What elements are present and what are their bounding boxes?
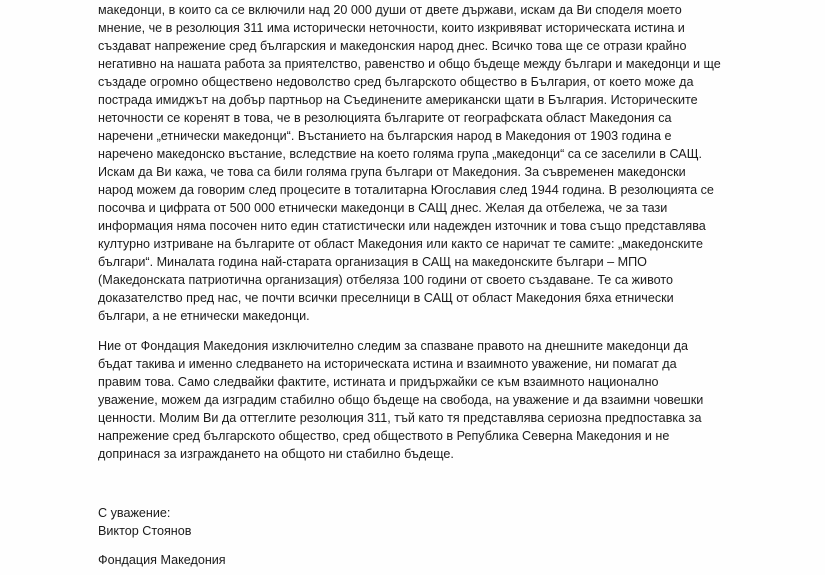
paragraph1-line-13: информация няма посочен нито един статистически или надежден източник и това също представлява bbox=[98, 219, 706, 233]
paragraph2-line-4: уважение, можем да изградим стабилно общо бъдеще на свобода, на уважение и да взаимни човешки bbox=[98, 393, 704, 407]
paragraph1-line-16: (Македонската патриотична организация) отбеляза 100 години от своето създаване. Те са живото bbox=[98, 273, 673, 287]
paragraph1-line-9: наречено македонско въстание, вследствие на което голяма група „македонци“ са се заселили в САЩ. bbox=[98, 147, 702, 161]
signatory-name: Виктор Стоянов bbox=[98, 524, 192, 538]
paragraph2-line-1: Ние от Фондация Македония изключително следим за спазване правото на днешните македонци да bbox=[98, 339, 688, 353]
paragraph1-line-15: българи“. Миналата година най-старата организация в САЩ на македонските българи – МПО bbox=[98, 255, 647, 269]
paragraph2-line-3: правим това. Само следвайки фактите, истината и придържайки се към взаимното национално bbox=[98, 375, 659, 389]
paragraph2-line-6: напрежение сред българското общество, сред обществото в Република Северна Македония и не bbox=[98, 429, 670, 443]
paragraph1-line-10: Искам да Ви кажа, че това са били голяма група българи от Македония. За съвременен македонски bbox=[98, 165, 686, 179]
paragraph1-line-3: създават напрежение сред българския и македонския народ днес. Всичко това ще се отрази крайно bbox=[98, 39, 687, 53]
paragraph2-line-2: бъдат такива и именно следването на историческата истина и взаимното уважение, ни помагат да bbox=[98, 357, 677, 371]
paragraph2-line-5: ценности. Молим Ви да оттеглите резолюция 311, тъй като тя представлява сериозна предпоставка за bbox=[98, 411, 702, 425]
paragraph1-line-2: мнение, че в резолюция 311 има исторически неточности, които изкривяват историческата истина и bbox=[98, 21, 685, 35]
closing-salutation: С уважение: bbox=[98, 506, 171, 520]
paragraph1-line-14: културно изтриване на българите от област Македония или както се наричат те самите: „македонските bbox=[98, 237, 703, 251]
organization-name: Фондация Македония bbox=[98, 553, 226, 567]
paragraph1-line-11: народ можем да говорим след процесите в тоталитарна Югославия след 1944 година. В резолюцията се bbox=[98, 183, 714, 197]
paragraph1-line-1: македонци, в които са се включили над 20 000 души от двете държави, искам да Ви споделя моето bbox=[98, 3, 682, 17]
paragraph1-line-5: създаде огромно обществено недоволство сред българското общество в България, от което може да bbox=[98, 75, 694, 89]
paragraph2-line-7: допринася за изграждането на общото ни стабилно бъдеще. bbox=[98, 447, 454, 461]
paragraph1-line-6: пострада имиджът на добър партньор на Съединените американски щати в България. Историческите bbox=[98, 93, 698, 107]
paragraph1-line-4: негативно на нашата работа за приятелство, равенство и общо бъдеще между българи и македонци и ще bbox=[98, 57, 721, 71]
paragraph1-line-18: българи, а не етнически македонци. bbox=[98, 309, 310, 323]
paragraph1-line-12: посочва и цифрата от 500 000 етнически македонци в САЩ днес. Желая да отбележа, че за тази bbox=[98, 201, 668, 215]
paragraph1-line-7: неточности се коренят в това, че в резолюцията българите от географската област Македония са bbox=[98, 111, 672, 125]
paragraph1-line-8: наречени „етнически македонци“. Въстанието на българския народ в Македония от 1903 година е bbox=[98, 129, 672, 143]
paragraph1-line-17: доказателство пред нас, че почти всички преселници в САЩ от област Македония бяха етнически bbox=[98, 291, 674, 305]
